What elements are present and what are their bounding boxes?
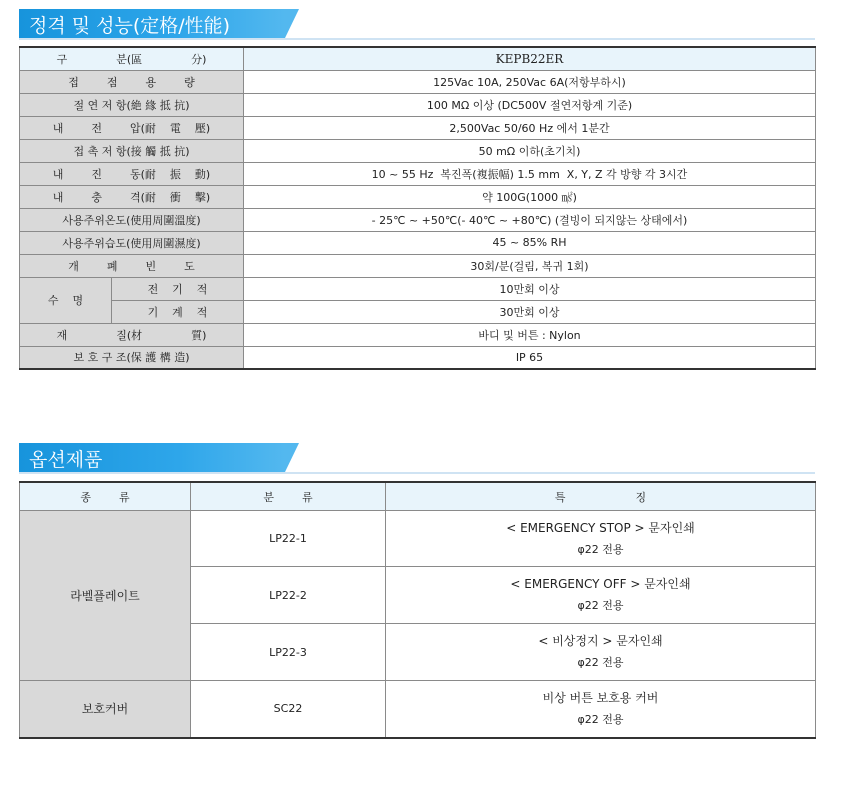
option-feature-line: φ22 전용 [577,599,624,612]
spec-value: 30회/분(걸림, 복귀 1회) [244,254,816,277]
spec-row [20,323,816,346]
spec-table [19,46,816,370]
spec-label: 접 촉 저 항(接 觸 抵 抗) [20,139,244,162]
option-category: 라벨플레이트 [20,511,191,681]
spec-label: 재 질(材 質) [20,323,244,346]
spec-row [20,208,816,231]
option-header-class: 분 류 [191,482,386,511]
spec-row [20,70,816,93]
spec-value: IP 65 [244,346,816,369]
spec-value: 10 ~ 55 Hz 복진폭(複振幅) 1.5 mm X, Y, Z 각 방향 각 3시간 [244,162,816,185]
option-table [19,481,816,739]
option-code: LP22-3 [191,624,386,681]
spec-label: 보 호 구 조(保 護 構 造) [20,346,244,369]
spec-value: 45 ~ 85% RH [244,231,816,254]
spec-header-row [20,47,816,70]
spec-header-model: KEPB22ER [244,47,816,70]
spec-row [20,139,816,162]
option-feature-line: < EMERGENCY OFF > 문자인쇄 [510,577,691,591]
spec-value: 약 100G(1000 ㎨) [244,185,816,208]
spec-label: 내 진 동(耐 振 動) [20,162,244,185]
spec-row [20,162,816,185]
spec-section-title: 정격 및 성능(定格/性能) [29,15,231,37]
spec-label: 개 폐 빈 도 [20,254,244,277]
option-feature-line: 비상 버튼 보호용 커버 [542,690,659,705]
spec-value: 125Vac 10A, 250Vac 6A(저항부하시) [244,70,816,93]
spec-row [20,93,816,116]
option-header-row [20,482,816,511]
option-header-feature: 특 징 [386,482,816,511]
spec-header-label: 구 분(區 分) [20,47,244,70]
option-code: SC22 [191,681,386,738]
spec-label: 사용주위온도(使用周圍溫度) [20,208,244,231]
option-feature-line: < EMERGENCY STOP > 문자인쇄 [506,520,695,535]
spec-value: 바디 및 버튼 : Nylon [244,323,816,346]
option-feature-line: φ22 전용 [577,656,624,669]
option-row [20,511,816,567]
spec-row [20,300,816,323]
spec-label: 절 연 저 항(絶 緣 抵 抗) [20,93,244,116]
lifespan-sub-label: 전 기 적 [112,277,244,300]
spec-label: 사용주위습도(使用周圍濕度) [20,231,244,254]
spec-row [20,231,816,254]
spec-value: 50 mΩ 이하(초기치) [244,139,816,162]
spec-label: 내 충 격(耐 衝 擊) [20,185,244,208]
option-section-title: 옵션제품 [29,449,103,471]
option-header-type: 종 류 [20,482,191,511]
spec-value: 10만회 이상 [244,277,816,300]
spec-row [20,277,816,300]
spec-row [20,185,816,208]
option-feature-line: φ22 전용 [577,712,624,726]
spec-value: 100 MΩ 이상 (DC500V 절연저항계 기준) [244,93,816,116]
spec-label: 접 점 용 량 [20,70,244,93]
lifespan-label: 수 명 [20,277,112,323]
option-feature [386,624,816,681]
option-feature-line: φ22 전용 [577,542,624,556]
spec-value: - 25℃ ~ +50℃(- 40℃ ~ +80℃) (결빙이 되지않는 상태에서) [244,208,816,231]
spec-row [20,116,816,139]
option-code: LP22-2 [191,567,386,624]
spec-label: 내 전 압(耐 電 壓) [20,116,244,139]
spec-value: 30만회 이상 [244,300,816,323]
option-feature [386,681,816,738]
option-feature [386,567,816,624]
option-section-underline [19,472,815,474]
spec-section-underline [19,38,815,40]
lifespan-sub-label: 기 계 적 [112,300,244,323]
option-feature-line: < 비상정지 > 문자인쇄 [538,634,663,648]
spec-row [20,346,816,369]
option-row [20,681,816,738]
spec-row [20,254,816,277]
spec-value: 2,500Vac 50/60 Hz 에서 1분간 [244,116,816,139]
option-code: LP22-1 [191,511,386,567]
option-feature [386,511,816,567]
option-category: 보호커버 [20,681,191,738]
